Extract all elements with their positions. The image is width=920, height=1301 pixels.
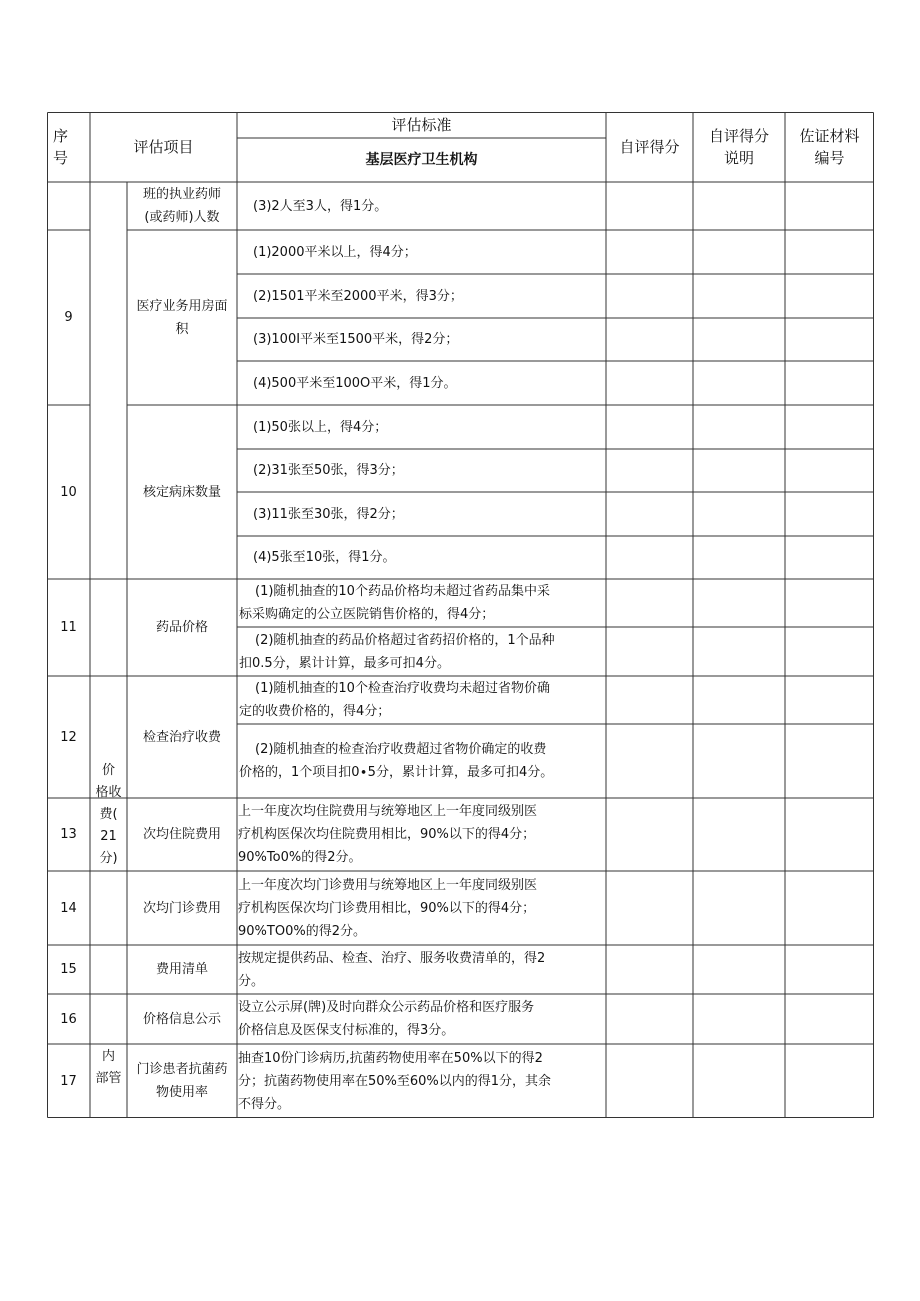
criteria-cell: (1)50张以上，得4分； [253,419,388,435]
criteria-cell: (1)2000平米以上，得4分； [253,244,417,260]
row-seq: 14 [60,900,77,916]
row-item: 检查治疗收费 [142,729,221,745]
row-seq: 17 [60,1073,77,1089]
row-seq: 13 [60,827,77,842]
row-seq: 11 [60,620,77,635]
header-seq: 序 号 [53,127,69,167]
criteria-cell: (1)随机抽查的10个药品价格均未超过省药品集中采 标采购确定的公立医院销售价格的，得4分； [239,584,550,622]
row-item: 价格信息公示 [142,1011,221,1027]
header-self-score-note: 自评得分 说明 [708,127,769,167]
category-price: 价 格收 费( 21 分) [95,762,122,866]
header-criteria: 评估标准 [391,116,452,134]
criteria-cell: 上一年度次均门诊费用与统筹地区上一年度同级别医 疗机构医保次均门诊费用相比，90%以下的得4分； 90%TO0%的得2分。 [238,877,538,939]
criteria-cell: 按规定提供药品、检查、治疗、服务收费清单的，得2 分。 [238,950,546,989]
criteria-cell: (3)2人至3人，得1分。 [253,198,388,214]
row-item: 费用清单 [155,962,208,977]
row-item: 医疗业务用房面 积 [136,298,228,337]
row-seq: 16 [60,1011,77,1027]
header-item: 评估项目 [133,138,194,156]
criteria-cell: (4)500平米至100O平米，得1分。 [253,375,457,391]
assessment-table [47,112,874,1118]
criteria-cell: (1)随机抽查的10个检查治疗收费均未超过省物价确 定的收费价格的，得4分； [239,681,550,719]
header-institution: 基层医疗卫生机构 [365,151,478,168]
row-item: 药品价格 [155,620,208,635]
row-item: 班的执业药师 (或药师)人数 [142,187,221,225]
criteria-cell: 设立公示屏(牌)及时向群众公示药品价格和医疗服务 价格信息及医保支付标准的，得3分。 [238,1000,535,1038]
criteria-cell: (2)随机抽查的检查治疗收费超过省物价确定的收费 价格的，1个项目扣0∙5分，累计计算，最多可扣4分。 [239,742,554,780]
header-self-score: 自评得分 [619,138,680,156]
row-item: 次均住院费用 [142,827,221,842]
criteria-cell: 上一年度次均住院费用与统筹地区上一年度同级别医 疗机构医保次均住院费用相比，90%以下的得4分； 90%To0%的得2分。 [238,804,538,865]
header-evidence-no: 佐证材料 编号 [799,127,860,167]
row-item: 次均门诊费用 [142,900,221,916]
criteria-cell: (3)11张至30张，得2分； [253,506,404,522]
row-seq: 15 [60,962,77,977]
row-seq: 9 [64,310,73,325]
row-seq: 12 [60,729,77,745]
criteria-cell: 抽查10份门诊病历,抗菌药物使用率在50%以下的得2 分；抗菌药物使用率在50%至60%以内的得1分，其余 不得分。 [238,1050,552,1112]
row-item: 门诊患者抗菌药 物使用率 [136,1062,228,1100]
row-item: 核定病床数量 [142,484,221,500]
criteria-cell: (4)5张至10张，得1分。 [253,550,396,565]
criteria-cell: (2)随机抽查的药品价格超过省药招价格的，1个品种 扣0.5分，累计计算，最多可扣4分。 [239,632,555,671]
category-internal: 内 部管 [95,1049,122,1086]
criteria-cell: (2)1501平米至2000平米，得3分； [253,288,463,304]
criteria-cell: (3)100I平米至1500平米，得2分； [253,332,459,347]
criteria-cell: (2)31张至50张，得3分； [253,463,404,478]
row-seq: 10 [60,484,77,500]
